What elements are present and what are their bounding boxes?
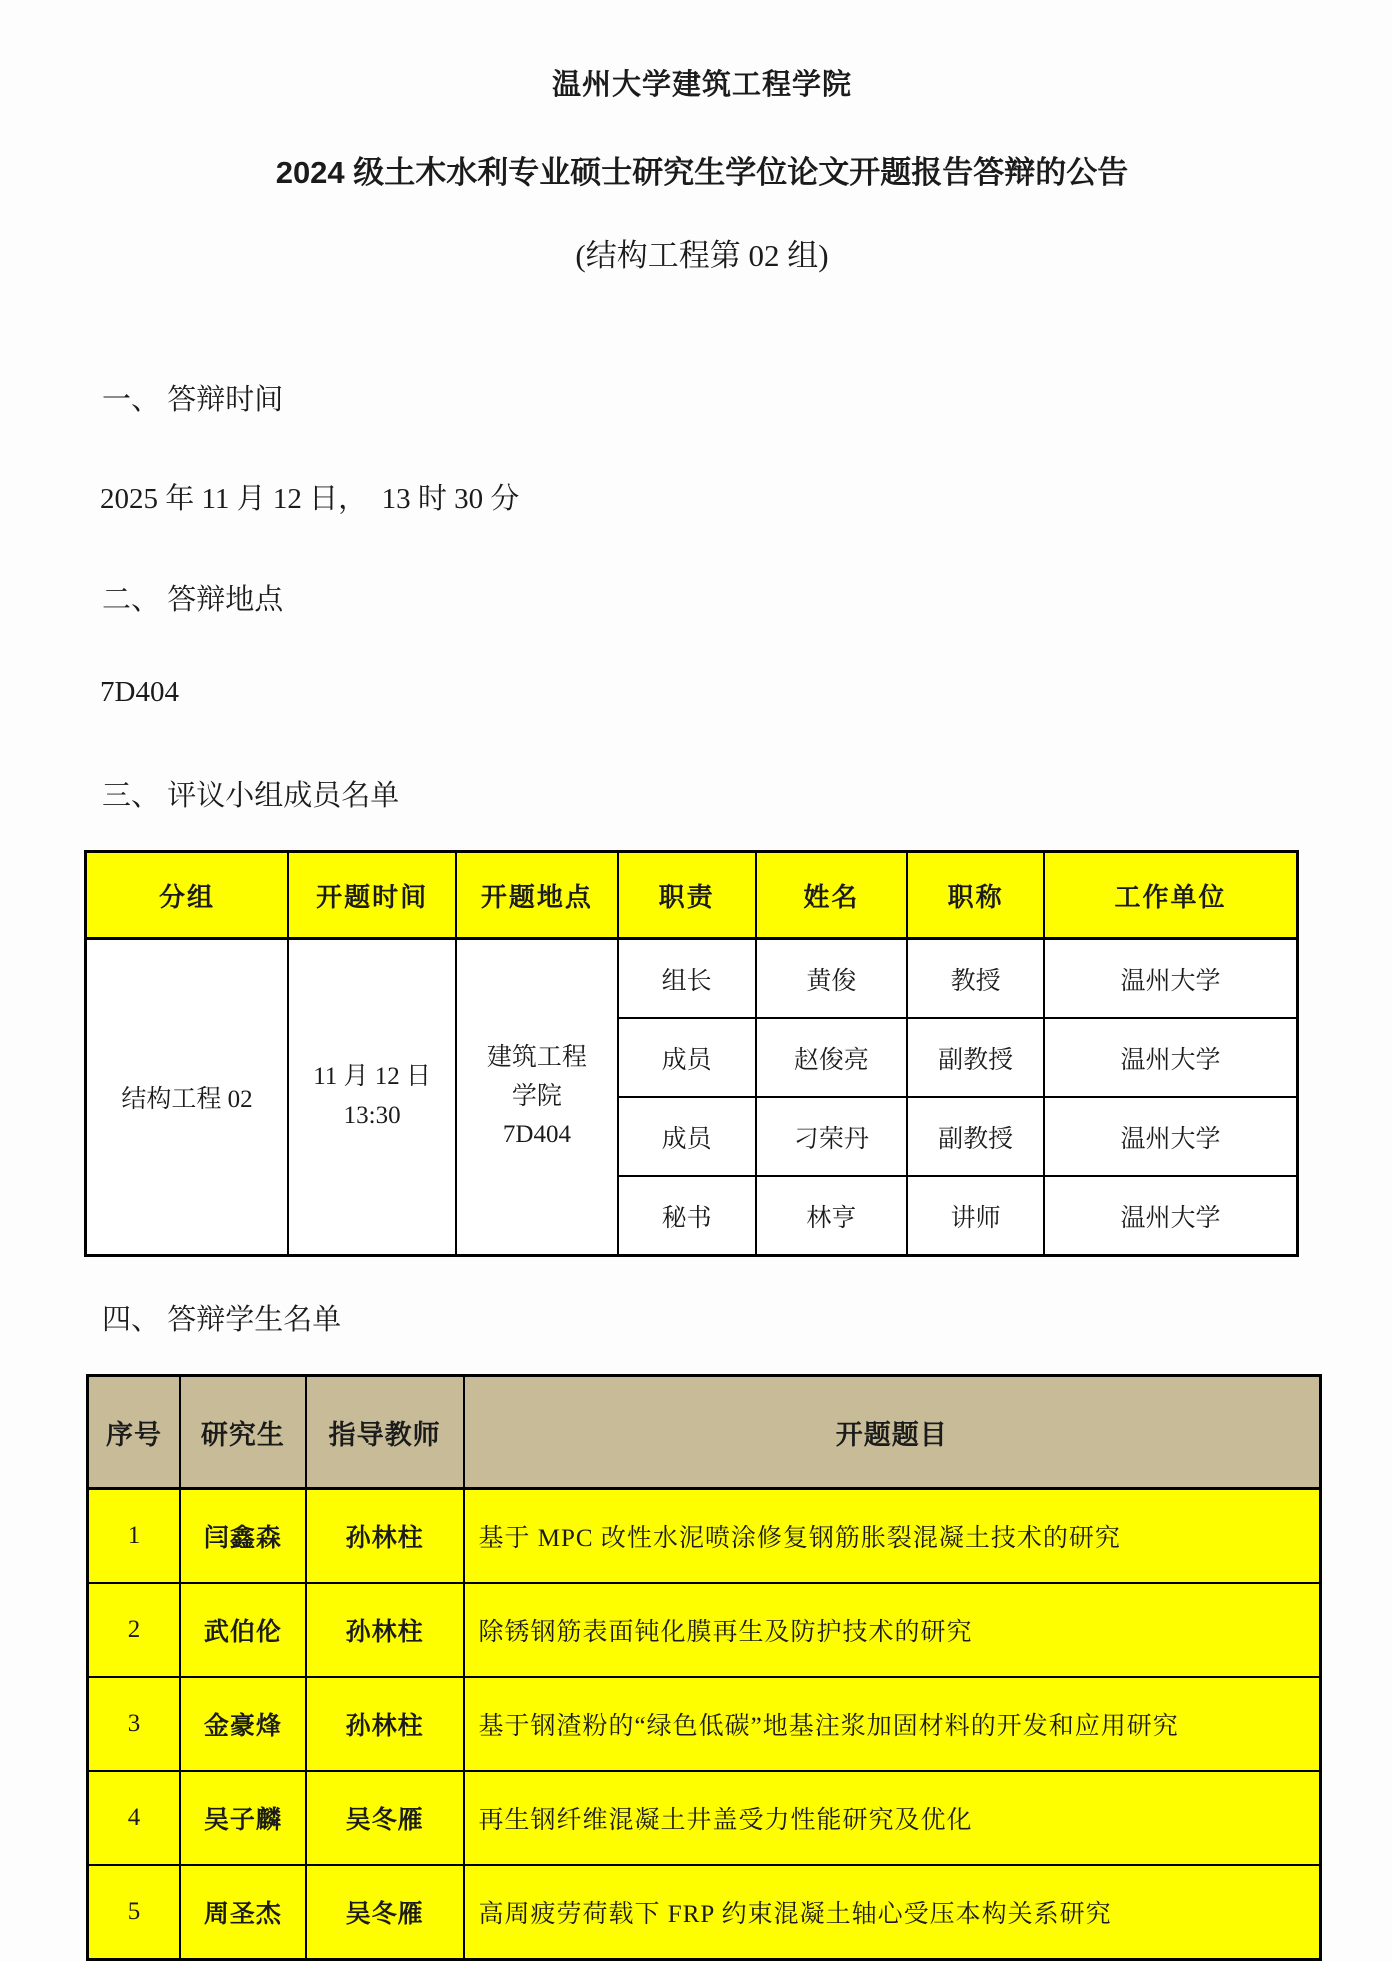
member-name: 刁荣丹 [756,1097,907,1176]
thesis-topic: 再生钢纤维混凝土井盖受力性能研究及优化 [464,1771,1321,1865]
student-no: 5 [88,1865,180,1960]
student-no: 2 [88,1583,180,1677]
student-name: 吴子麟 [180,1771,306,1865]
member-role: 组长 [618,939,756,1019]
student-row [88,1677,1321,1771]
committee-row-chair [86,939,1298,1019]
committee-header-title: 职称 [907,852,1044,939]
member-role: 成员 [618,1097,756,1176]
students-header-topic: 开题题目 [464,1376,1321,1489]
student-no: 4 [88,1771,180,1865]
committee-group-cell: 结构工程 02 [86,939,288,1256]
member-affiliation: 温州大学 [1044,1018,1297,1097]
student-row [88,1583,1321,1677]
committee-location-line2: 学院 [511,1082,562,1110]
committee-header-location: 开题地点 [456,852,617,939]
committee-location-line3: 7D404 [502,1121,571,1149]
defense-location-value: 7D404 [100,676,179,708]
student-no: 1 [88,1489,180,1584]
section-heading-student-list: 四、 答辩学生名单 [102,1304,342,1336]
member-title: 副教授 [907,1018,1044,1097]
committee-location-line1: 建筑工程 [486,1043,587,1071]
member-role: 成员 [618,1018,756,1097]
member-affiliation: 温州大学 [1044,1176,1297,1256]
student-row [88,1489,1321,1584]
member-name: 黄俊 [756,939,907,1019]
committee-header-name: 姓名 [756,852,907,939]
supervisor-name: 孙林柱 [306,1677,464,1771]
supervisor-name: 孙林柱 [306,1583,464,1677]
committee-header-time: 开题时间 [288,852,456,939]
student-name: 闫鑫森 [180,1489,306,1584]
supervisor-name: 吴冬雁 [306,1771,464,1865]
thesis-topic: 基于 MPC 改性水泥喷涂修复钢筋胀裂混凝土技术的研究 [464,1489,1321,1584]
committee-time-date: 11 月 12 日 [313,1063,432,1091]
thesis-topic: 基于钢渣粉的“绿色低碳”地基注浆加固材料的开发和应用研究 [464,1677,1321,1771]
students-header-supervisor: 指导教师 [306,1376,464,1489]
supervisor-name: 孙林柱 [306,1489,464,1584]
section-heading-committee-list: 三、 评议小组成员名单 [102,780,400,812]
committee-header-group: 分组 [86,852,288,939]
student-row [88,1865,1321,1960]
group-line: (结构工程第 02 组) [575,238,829,273]
member-affiliation: 温州大学 [1044,1097,1297,1176]
member-title: 副教授 [907,1097,1044,1176]
students-header-student: 研究生 [180,1376,306,1489]
committee-time-clock: 13:30 [343,1102,401,1129]
committee-header-affiliation: 工作单位 [1044,852,1297,939]
defense-time-value: 2025 年 11 月 12 日， 13 时 30 分 [100,483,520,515]
member-name: 赵俊亮 [756,1018,907,1097]
students-table [86,1374,1322,1961]
committee-table [84,850,1299,1257]
student-name: 周圣杰 [180,1865,306,1960]
member-name: 林亨 [756,1176,907,1256]
students-header-no: 序号 [88,1376,180,1489]
student-no: 3 [88,1677,180,1771]
student-row [88,1771,1321,1865]
committee-location-cell [456,939,617,1256]
student-name: 武伯伦 [180,1583,306,1677]
member-title: 讲师 [907,1176,1044,1256]
section-heading-defense-time: 一、 答辩时间 [102,384,284,416]
students-header-row [88,1376,1321,1489]
member-role: 秘书 [618,1176,756,1256]
page-subtitle: 2024 级土木水利专业硕士研究生学位论文开题报告答辩的公告 [275,155,1129,190]
student-name: 金豪烽 [180,1677,306,1771]
thesis-topic: 高周疲劳荷载下 FRP 约束混凝土轴心受压本构关系研究 [464,1865,1321,1960]
committee-header-role: 职责 [618,852,756,939]
committee-time-cell [288,939,456,1256]
page-title: 温州大学建筑工程学院 [551,69,852,101]
member-affiliation: 温州大学 [1044,939,1297,1019]
thesis-topic: 除锈钢筋表面钝化膜再生及防护技术的研究 [464,1583,1321,1677]
member-title: 教授 [907,939,1044,1019]
committee-header-row [86,852,1298,939]
supervisor-name: 吴冬雁 [306,1865,464,1960]
section-heading-defense-location: 二、 答辩地点 [102,584,284,616]
